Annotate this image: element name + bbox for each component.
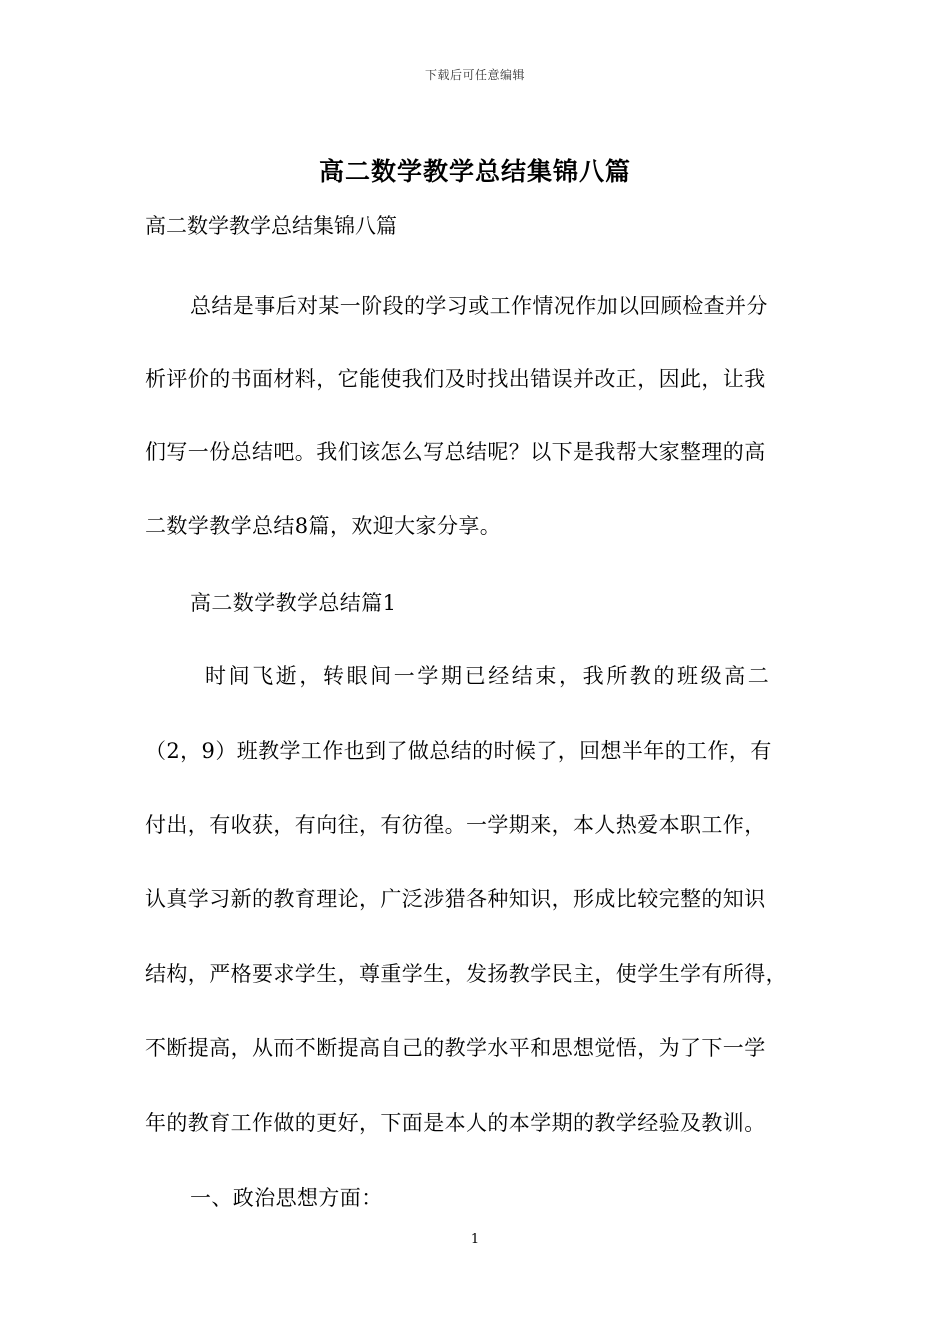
section-heading: 高二数学教学总结篇1: [190, 591, 397, 615]
page-header: 下载后可任意编辑: [424, 68, 525, 82]
intro-line: 总结是事后对某一阶段的学习或工作情况作加以回顾检查并分: [190, 294, 768, 318]
document-subtitle: 高二数学教学总结集锦八篇: [145, 214, 397, 238]
page-number: 1: [470, 1232, 480, 1247]
body-line: 结构，严格要求学生，尊重学生，发扬教学民主，使学生学有所得，: [145, 962, 787, 986]
body-line: 认真学习新的教育理论，广泛涉猎各种知识，形成比较完整的知识: [145, 887, 766, 911]
body-line: 付出，有收获，有向往，有彷徨。一学期来，本人热爱本职工作，: [145, 813, 766, 837]
body-line: （2，9）班教学工作也到了做总结的时候了，回想半年的工作，有: [145, 739, 772, 763]
intro-line: 析评价的书面材料，它能使我们及时找出错误并改正，因此，让我: [145, 367, 766, 391]
body-line: 时间飞逝，转眼间一学期已经结束，我所教的班级高二: [205, 664, 772, 688]
body-line: 年的教育工作做的更好，下面是本人的本学期的教学经验及教训。: [145, 1111, 766, 1135]
body-line: 不断提高，从而不断提高自己的教学水平和思想觉悟，为了下一学: [145, 1036, 766, 1060]
intro-line: 们写一份总结吧。我们该怎么写总结呢？以下是我帮大家整理的高: [145, 440, 766, 464]
intro-line: 二数学教学总结8篇，欢迎大家分享。: [145, 514, 502, 538]
document-title: 高二数学教学总结集锦八篇: [318, 157, 631, 186]
sub-heading: 一、政治思想方面：: [190, 1186, 383, 1210]
